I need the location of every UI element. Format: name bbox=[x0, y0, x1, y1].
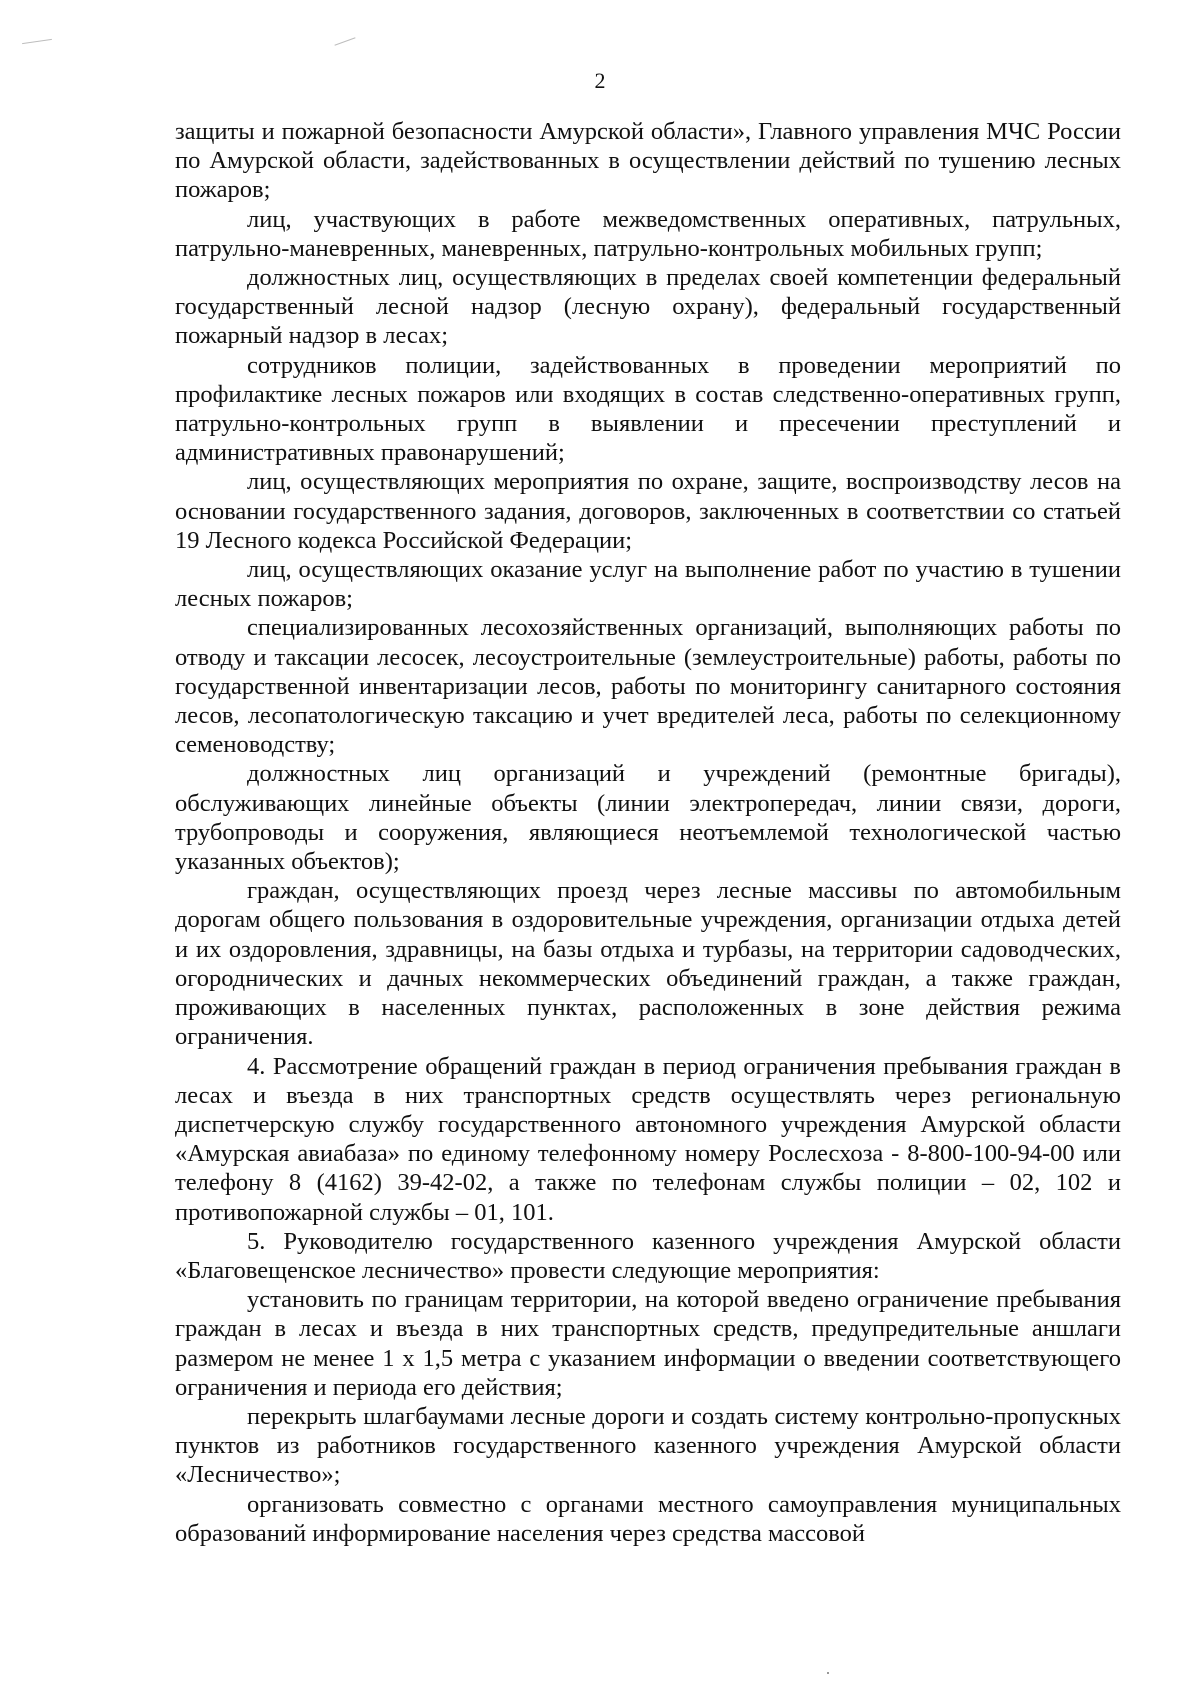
scan-speck bbox=[827, 1672, 829, 1674]
paragraph: должностных лиц организаций и учреждений (ремонтные бригады), обслуживающих линейные объекты (линии электропередач, линии связи, дороги, трубопроводы и сооружения, являющиеся неотъемлемой технологической частью указанных объектов); bbox=[175, 760, 1121, 876]
paragraph: специализированных лесохозяйственных организаций, выполняющих работы по отводу и таксации лесосек, лесоустроительные (землеустроительные) работы, работы по государственной инвентаризации лесов, работы по мониторингу санитарного состояния лесов, лесопатологическую таксацию и учет вредителей леса, работы по селекционному семеноводству; bbox=[175, 614, 1121, 759]
paragraph: лиц, осуществляющих мероприятия по охране, защите, воспроизводству лесов на основании государственного задания, договоров, заключенных в соответствии со статьей 19 Лесного кодекса Российской Федерации; bbox=[175, 468, 1121, 554]
paragraph-continued-next-page: организовать совместно с органами местного самоуправления муниципальных образований информирование населения через средства массовой bbox=[175, 1490, 1121, 1547]
paragraph-continuation: защиты и пожарной безопасности Амурской области», Главного управления МЧС России по Амурской области, задействованных в осуществлении действий по тушению лесных пожаров; bbox=[175, 118, 1121, 204]
paragraph: должностных лиц, осуществляющих в пределах своей компетенции федеральный государственный лесной надзор (лесную охрану), федеральный государственный пожарный надзор в лесах; bbox=[175, 264, 1121, 350]
paragraph: лиц, участвующих в работе межведомственных оперативных, патрульных, патрульно-маневренных, маневренных, патрульно-контрольных мобильных групп; bbox=[175, 205, 1121, 262]
paragraph: перекрыть шлагбаумами лесные дороги и создать систему контрольно-пропускных пунктов из работников государственного казенного учреждения Амурской области «Лесничество»; bbox=[175, 1402, 1121, 1489]
paragraph: граждан, осуществляющих проезд через лесные массивы по автомобильным дорогам общего пользования в оздоровительные учреждения, организации отдыха детей и их оздоровления, здравницы, на базы отдыха и турбазы, на территории садоводческих, огороднических и дачных некоммерческих объединений граждан, а также граждан, проживающих в населенных пунктах, расположенных в зоне действия режима ограничения. bbox=[175, 877, 1121, 1051]
paragraph: установить по границам территории, на которой введено ограничение пребывания граждан в лесах и въезда в них транспортных средств, предупредительные аншлаги размером не менее 1 х 1,5 метра с указанием информации о введении соответствующего ограничения и периода его действия; bbox=[175, 1286, 1121, 1401]
document-body bbox=[175, 117, 1121, 1548]
page-number: 2 bbox=[594, 68, 606, 93]
numbered-paragraph-5: 5. Руководителю государственного казенного учреждения Амурской области «Благовещенское лесничество» провести следующие мероприятия: bbox=[175, 1227, 1121, 1284]
numbered-paragraph-4: 4. Рассмотрение обращений граждан в период ограничения пребывания граждан в лесах и въезда в них транспортных средств осуществлять через региональную диспетчерскую службу государственного автономного учреждения Амурской области «Амурская авиабаза» по единому телефонному номеру Рослесхоза - 8-800-100-94-00 или телефону 8 (4162) 39-42-02, а также по телефонам службы полиции – 02, 102 и противопожарной службы – 01, 101. bbox=[175, 1052, 1121, 1226]
scan-smudge bbox=[22, 39, 52, 44]
scan-smudge bbox=[334, 37, 355, 45]
paragraph: лиц, осуществляющих оказание услуг на выполнение работ по участию в тушении лесных пожаров; bbox=[175, 556, 1121, 613]
paragraph: сотрудников полиции, задействованных в проведении мероприятий по профилактике лесных пожаров или входящих в состав следственно-оперативных групп, патрульно-контрольных групп в выявлении и пресечении преступлений и административных правонарушений; bbox=[175, 351, 1121, 467]
